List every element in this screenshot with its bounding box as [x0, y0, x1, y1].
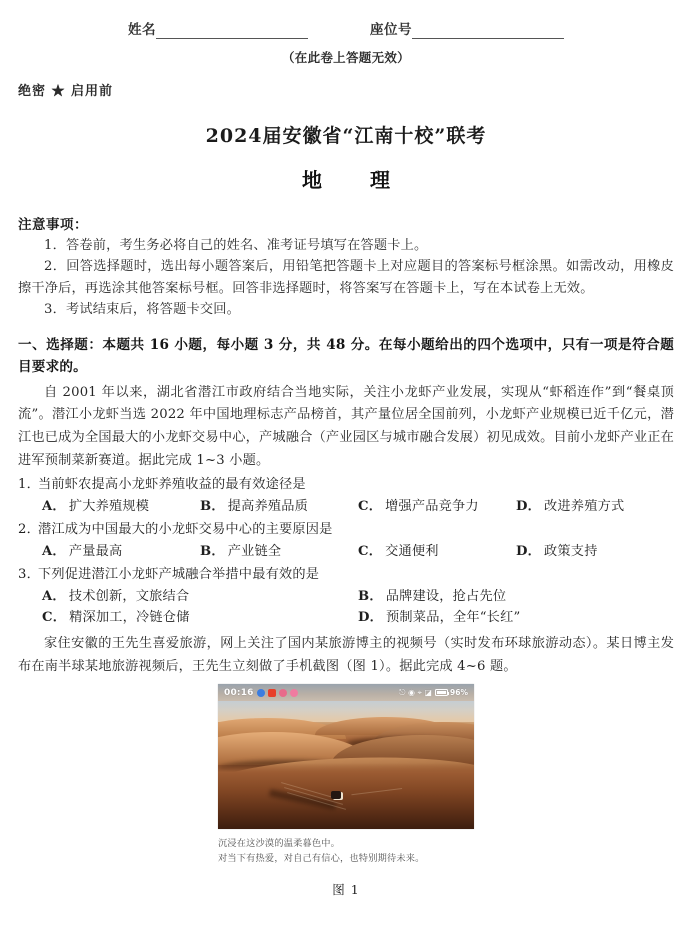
- option-text: 预制菜品，全年“长红”: [386, 610, 521, 626]
- question-3-option-c[interactable]: [42, 607, 358, 629]
- question-1: [18, 474, 674, 517]
- question-1-options: [18, 496, 674, 518]
- eye-icon: ◉: [407, 687, 415, 697]
- section-heading-multiple-choice: 一、选择题：本题共 16 小题，每小题 3 分，共 48 分。在每小题给出的四个选项中，只有一项是符合题目要求的。: [18, 336, 674, 375]
- passage-travel-blogger: 家住安徽的王先生喜爱旅游，网上关注了国内某旅游博主的视频号（实时发布环球旅游动态）。某日博主发布在南半球某地旅游视频后，王先生立刻做了手机截图（图 1）。据此完成 4~6 题。: [18, 636, 674, 674]
- option-text: 产业链全: [227, 543, 282, 559]
- option-key: D．: [516, 498, 542, 514]
- option-text: 品牌建设，抢占先位: [385, 588, 507, 604]
- question-1-stem-row: [18, 474, 674, 495]
- question-2: [18, 519, 674, 562]
- signal-icon: ◪: [424, 687, 433, 697]
- question-2-text: 潜江成为中国最大的小龙虾交易中心的主要原因是: [38, 522, 333, 538]
- question-1-number: 1．: [18, 477, 40, 493]
- question-2-number: 2．: [18, 522, 40, 538]
- option-text: 改进养殖方式: [544, 498, 625, 514]
- seat-blank-line[interactable]: [412, 25, 564, 39]
- question-1-option-d[interactable]: [516, 496, 674, 518]
- battery-percent: 96%: [450, 688, 468, 698]
- option-text: 技术创新，文旅结合: [68, 588, 190, 604]
- option-key: B．: [200, 498, 225, 514]
- identity-row: [0, 0, 692, 39]
- option-key: B．: [200, 543, 225, 559]
- caption-line-1: 沉浸在这沙漠的温柔暮色中。: [218, 838, 341, 850]
- figure-1: [0, 684, 692, 898]
- question-3-option-a[interactable]: [42, 586, 358, 608]
- option-text: 增强产品竞争力: [385, 498, 479, 514]
- question-1-text: 当前虾农提高小龙虾养殖收益的最有效途径是: [38, 477, 306, 493]
- passage-qianjiang-crayfish: 自 2001 年以来，湖北省潜江市政府结合当地实际，关注小龙虾产业发展，实现从“虾稻连作”到“餐桌顶流”。潜江小龙虾当选 2022 年中国地理标志产品榜首，其产量位居全国前列，小龙虾产业规模已近千亿元，潜江也已成为全国最大的小龙虾交易中心，产城融合（产业园区与城市融合发展）初见成效。目前小龙虾产业正在进军预制菜新赛道。据此完成 1~3 小题。: [18, 384, 674, 468]
- status-bar-right: [399, 688, 468, 697]
- desert-sunset-photo: [218, 701, 474, 829]
- name-label: 姓名: [128, 22, 156, 38]
- option-text: 交通便利: [385, 543, 439, 559]
- option-key: C．: [358, 498, 383, 514]
- notice-block: [18, 213, 674, 321]
- question-1-option-c[interactable]: [358, 496, 516, 518]
- question-3-text: 下列促进潜江小龙虾产城融合举措中最有效的是: [38, 567, 320, 583]
- phone-status-bar: [218, 684, 474, 701]
- option-key: C．: [358, 543, 383, 559]
- app-notification-icon-2: [268, 689, 276, 697]
- figure-label: 图 1: [332, 881, 360, 897]
- option-key: A．: [42, 498, 66, 514]
- option-key: B．: [358, 588, 383, 604]
- question-2-option-a[interactable]: [42, 541, 200, 563]
- question-2-options: [18, 541, 674, 563]
- notice-item-2: 2．回答选择题时，选出每小题答案后，用铅笔把答题卡上对应题目的答案标号框涂黑。如需改动，用橡皮擦干净后，再选涂其他答案标号框。回答非选择题时，将答案写在答题卡上，写在本试卷上无效。: [18, 259, 674, 296]
- exam-title: 2024届安徽省“江南十校”联考: [205, 125, 487, 147]
- foreground-sand: [218, 763, 474, 830]
- option-text: 产量最高: [68, 543, 123, 559]
- battery-icon: [435, 689, 448, 696]
- invalid-answer-note: （在此卷上答题无效）: [281, 50, 410, 65]
- app-notification-icon-1: [257, 689, 265, 697]
- option-text: 精深加工，冷链仓储: [69, 610, 190, 626]
- option-text: 扩大养殖规模: [68, 498, 150, 514]
- notice-item-1: 1．答卷前，考生务必将自己的姓名、准考证号填写在答题卡上。: [44, 238, 428, 253]
- notice-heading: 注意事项：: [18, 217, 88, 233]
- question-3: [18, 564, 674, 629]
- option-key: D．: [358, 610, 384, 626]
- question-3-options-row-2: [18, 607, 674, 629]
- option-text: 提高养殖品质: [227, 498, 309, 514]
- desert-vehicle: [331, 791, 341, 799]
- option-key: C．: [42, 610, 67, 626]
- seat-number-field[interactable]: [370, 18, 564, 39]
- status-bar-left: [224, 688, 298, 698]
- wifi-off-icon: ⌖: [417, 687, 422, 697]
- option-key: A．: [42, 543, 66, 559]
- question-1-option-a[interactable]: [42, 496, 200, 518]
- name-blank-line[interactable]: [156, 25, 308, 39]
- app-notification-icon-3: [279, 689, 287, 697]
- question-3-stem-row: [18, 564, 674, 585]
- question-3-options-row-1: [18, 586, 674, 608]
- question-3-option-b[interactable]: [358, 586, 674, 608]
- option-key: A．: [42, 588, 66, 604]
- option-text: 政策支持: [544, 543, 598, 559]
- question-3-number: 3．: [18, 567, 40, 583]
- name-field[interactable]: [128, 18, 308, 39]
- headphone-icon: ⎋: [399, 687, 406, 697]
- question-3-option-d[interactable]: [358, 607, 674, 629]
- option-key: D．: [516, 543, 542, 559]
- question-2-option-b[interactable]: [200, 541, 358, 563]
- photo-caption: [218, 837, 474, 866]
- question-1-option-b[interactable]: [200, 496, 358, 518]
- secret-notice: 绝密 ★ 启用前: [18, 84, 114, 99]
- question-2-stem-row: [18, 519, 674, 540]
- caption-line-2: 对当下有热爱，对自己有信心，也特别期待未来。: [218, 852, 425, 864]
- notice-item-3: 3．考试结束后，将答题卡交回。: [44, 302, 241, 318]
- subject-title: 地 理: [302, 168, 404, 192]
- question-2-option-d[interactable]: [516, 541, 674, 563]
- seat-number-label: 座位号: [370, 22, 412, 38]
- clock-time: 00:16: [224, 687, 254, 698]
- app-notification-icon-4: [290, 689, 298, 697]
- phone-screenshot: [218, 684, 474, 829]
- question-2-option-c[interactable]: [358, 541, 516, 563]
